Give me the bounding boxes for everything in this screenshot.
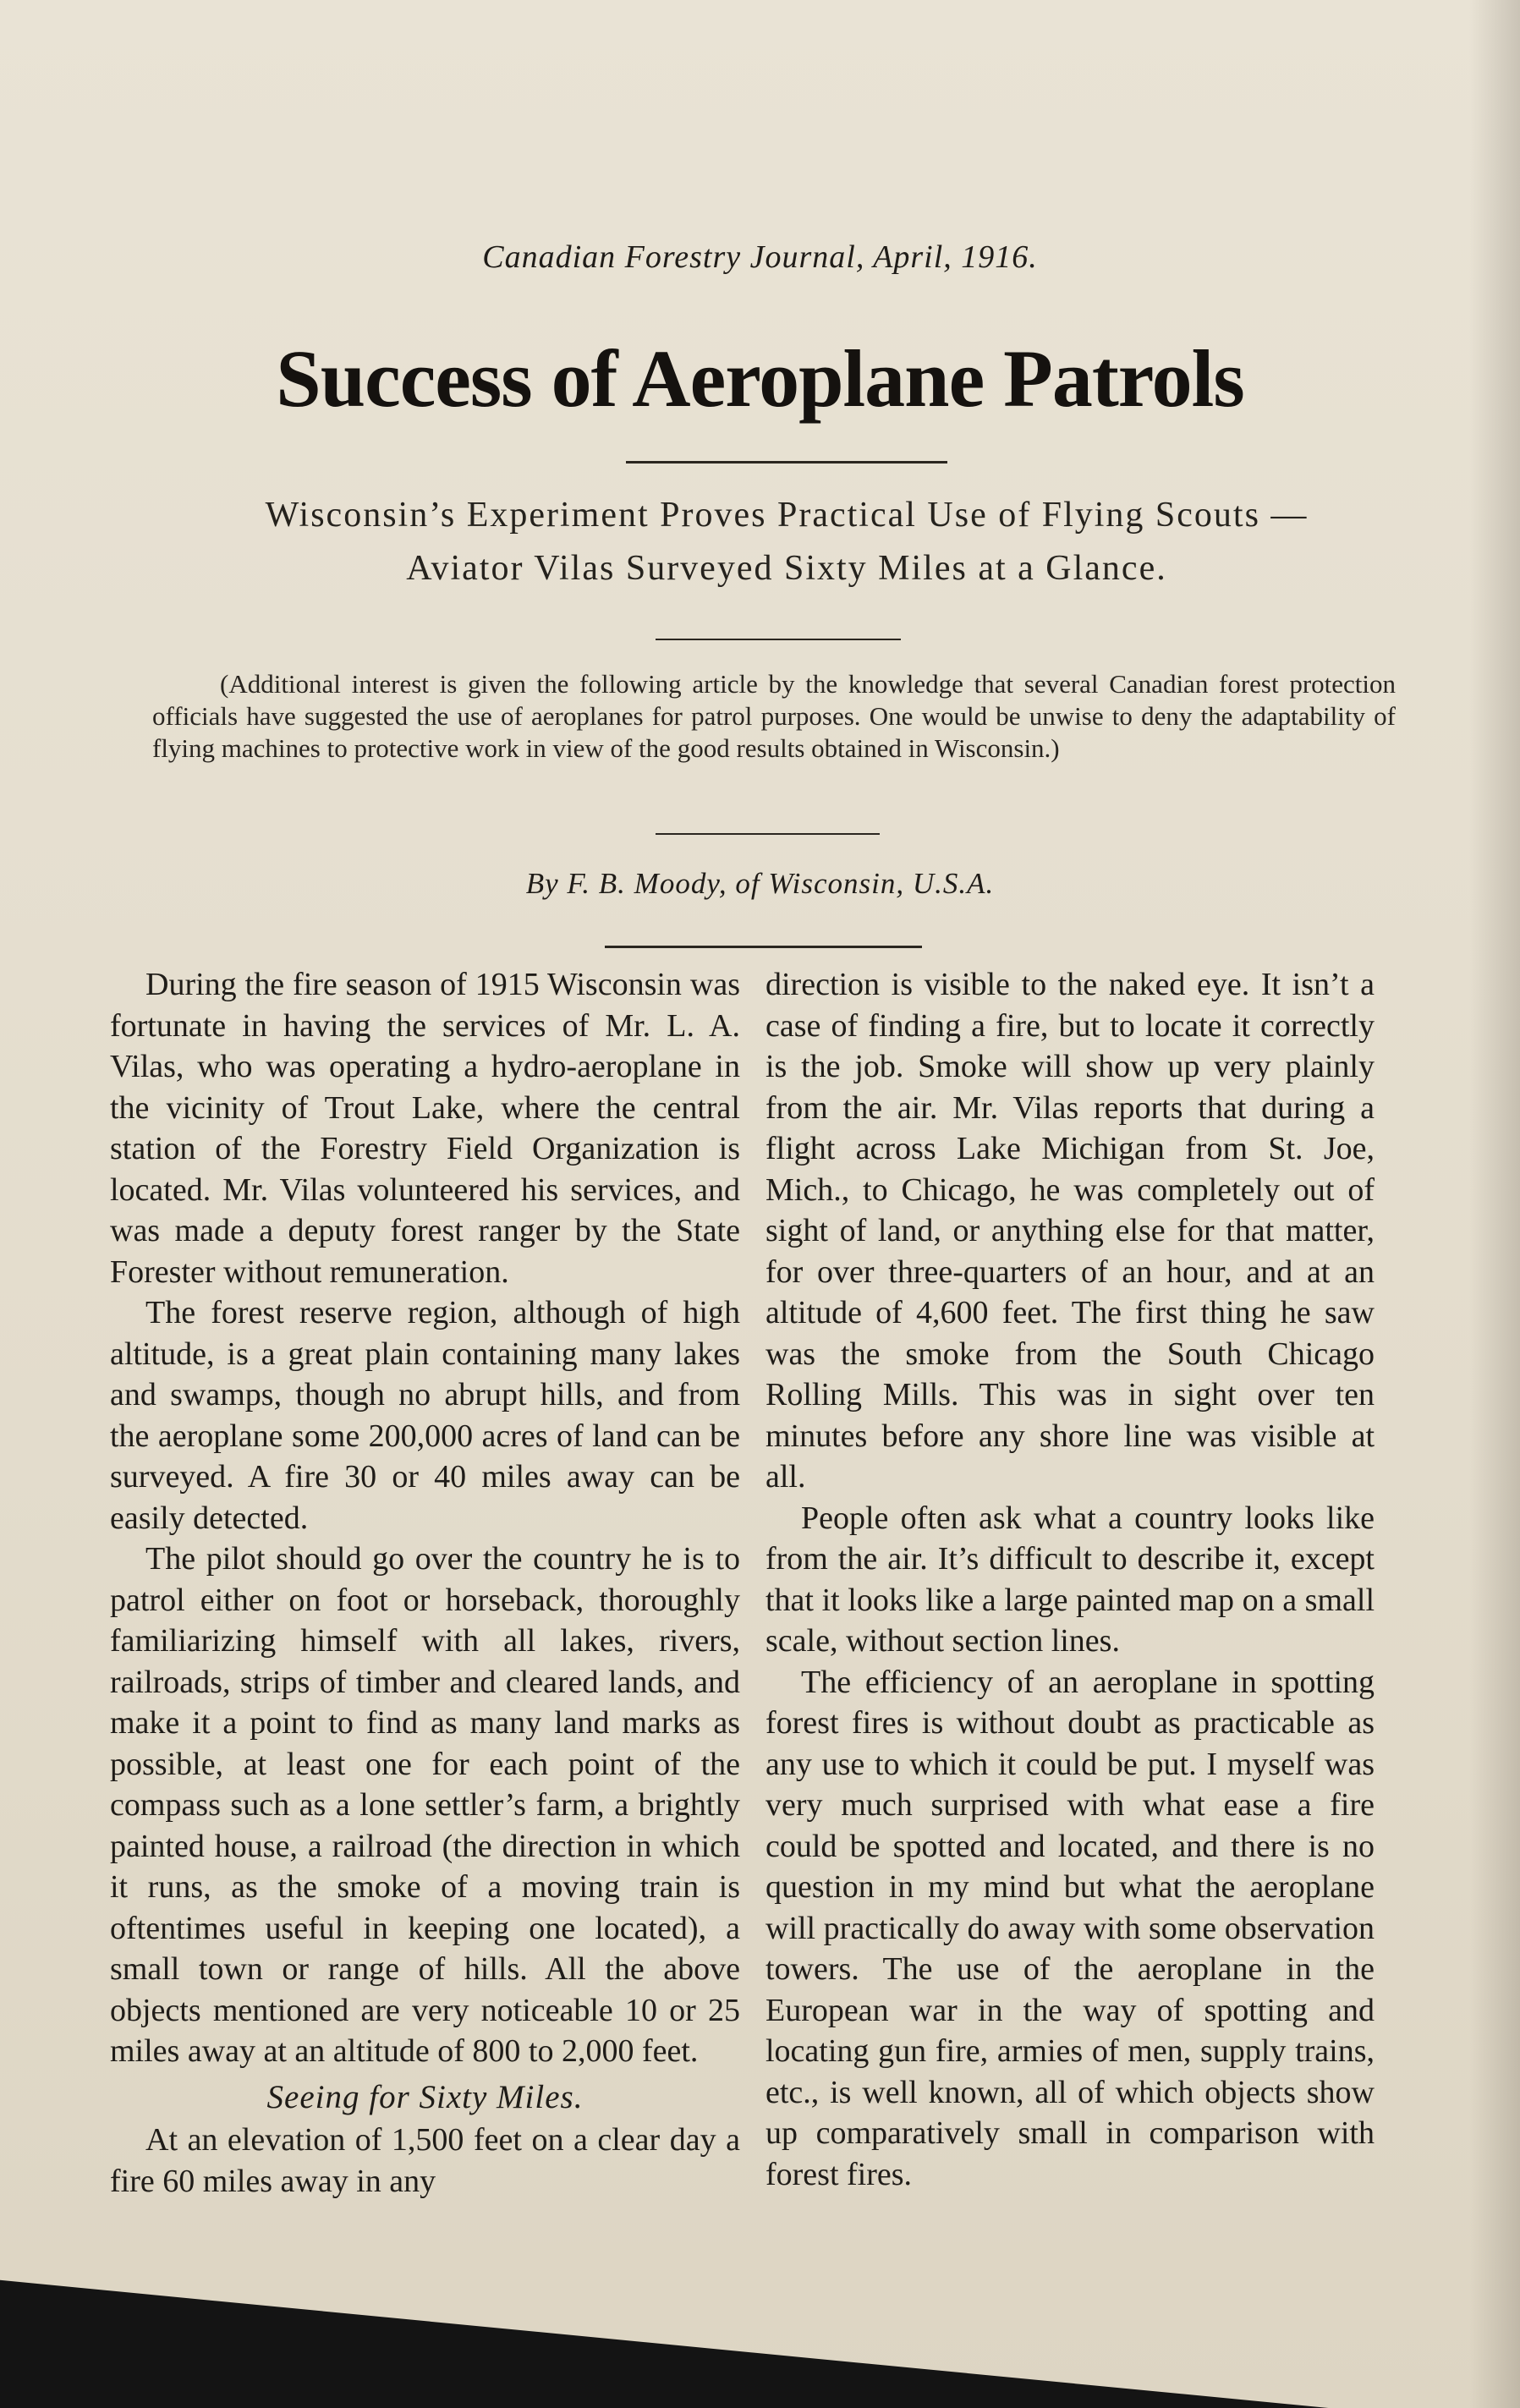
subtitle-rule <box>656 639 901 640</box>
paragraph: During the fire season of 1915 Wisconsin was fortunate in having the services of Mr. L. A. Vilas, who was operating a hydro-aeroplane in the vicinity of Trout Lake, where the central station of the Forestry Field Organization is located. Mr. Vilas volunteered his services, and was made a deputy forest ranger by the State Forester without remuneration. <box>110 967 740 1290</box>
left-column <box>110 964 740 2202</box>
paragraph: People often ask what a country looks like from the air. It’s difficult to describe it, except that it looks like a large painted map on a small scale, without section lines. <box>765 1500 1375 1659</box>
article-subtitle-line-1: Wisconsin’s Experiment Proves Practical Use of Flying Scouts — <box>265 496 1309 535</box>
article-subtitle-line-2: Aviator Vilas Surveyed Sixty Miles at a Glance. <box>406 549 1167 588</box>
byline: By F. B. Moody, of Wisconsin, U.S.A. <box>525 867 995 900</box>
section-subhead: Seeing for Sixty Miles. <box>266 2078 584 2115</box>
paragraph: direction is visible to the naked eye. It isn’t a case of finding a fire, but to locate it correctly is the job. Smoke will show up very plainly from the air. Mr. Vilas reports that during a flight across Lake Michigan from St. Joe, Mich., to Chicago, he was completely out of sight of land, or anything else for that matter, for over three-quarters of an hour, and at an altitude of 4,600 feet. The first thing he saw was the smoke from the South Chicago Rolling Mills. This was in sight over ten minutes before any shore line was visible at all. <box>765 967 1375 1495</box>
paragraph: The pilot should go over the country he is to patrol either on foot or horseback, thoroughly familiarizing himself with all lakes, rivers, railroads, strips of timber and cleared lands, and make it a point to find as many land marks as possible, at least one for each point of the compass such as a lone settler’s farm, a brightly painted house, a railroad (the direction in which it runs, as the smoke of a moving train is oftentimes useful in keeping one located), a small town or range of hills. All the above objects mentioned are very noticeable 10 or 25 miles away at an altitude of 800 to 2,000 feet. <box>110 1541 740 2069</box>
paragraph: At an elevation of 1,500 feet on a clear day a fire 60 miles away in any <box>110 2122 740 2199</box>
note-rule <box>656 833 880 835</box>
title-rule <box>626 461 947 463</box>
journal-header: Canadian Forestry Journal, April, 1916. <box>482 239 1038 275</box>
page-curl-shadow <box>0 2275 1520 2408</box>
page-edge-shadow <box>1469 0 1520 2408</box>
editor-note: (Additional interest is given the following article by the knowledge that several Canadian forest protection officials have suggested the use of aeroplanes for patrol purposes. One would be unwise to deny the adaptability of flying machines to protective work in view of the good results obtained in Wisconsin.) <box>152 669 1396 763</box>
article-title: Success of Aeroplane Patrols <box>276 333 1244 424</box>
right-column <box>765 964 1375 2195</box>
paragraph: The forest reserve region, although of high altitude, is a great plain containing many lakes and swamps, though no abrupt hills, and from the aeroplane some 200,000 acres of land can be surveyed. A fire 30 or 40 miles away can be easily detected. <box>110 1295 740 1536</box>
byline-rule <box>605 946 922 948</box>
paragraph: The efficiency of an aeroplane in spotting forest fires is without doubt as practicable as any use to which it could be put. I myself was very much surprised with what ease a fire could be spotted and located, and there is no question in my mind but what the aeroplane will practically do away with some observation towers. The use of the aeroplane in the European war in the way of spotting and locating gun fire, armies of men, supply trains, etc., is well known, all of which objects show up comparatively small in comparison with forest fires. <box>765 1664 1375 2192</box>
